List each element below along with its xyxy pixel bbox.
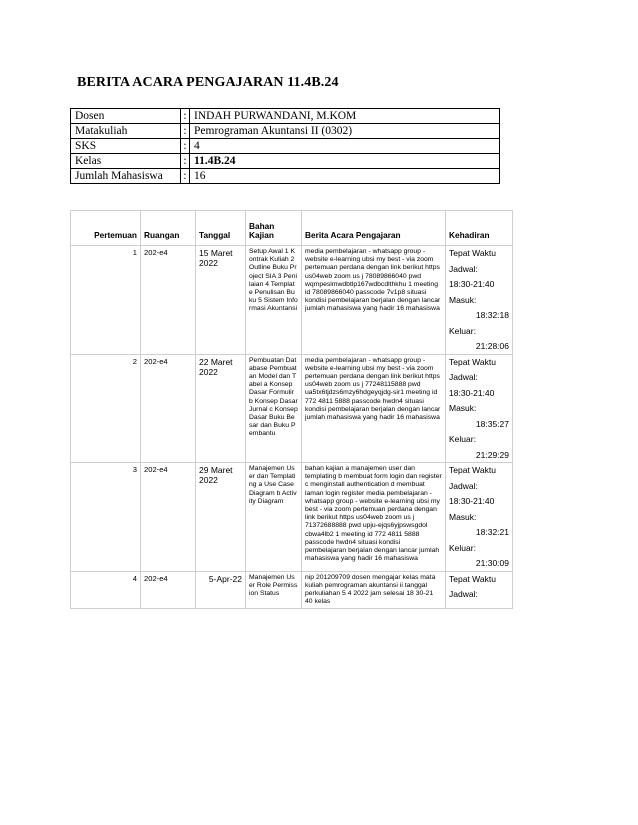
info-separator: : [181, 139, 190, 154]
info-value: 16 [190, 169, 500, 184]
document-title: BERITA ACARA PENGAJARAN 11.4B.24 [77, 75, 339, 90]
kehadiran-masuk-label: Masuk: [449, 511, 477, 522]
table-row [71, 354, 513, 463]
kehadiran-jadwal-value: 18:30-21:40 [449, 496, 495, 506]
kehadiran-masuk-value: 18:32:18 [475, 310, 509, 320]
info-separator: : [181, 109, 190, 124]
cell-ruangan: 202-e4 [141, 463, 196, 572]
cell-bahan-kajian: Manajemen User Role Permission Status [246, 571, 302, 609]
kehadiran-jadwal-value: 18:30-21:40 [449, 387, 495, 398]
cell-ruangan: 202-e4 [141, 246, 196, 355]
cell-berita-acara: media pembelajaran - whatsapp group - website e-learning ubsi my best - via zoom pertemuan perdana dengan link berikut https us04web zoom us j 78089866040 pwd wqmpeslmwdbtlp167wdbcdlthkhu 1 meeting id 78089866040 passcode 7v1p8 situasi kondisi pembelajaran berjalan dengan lancar jumlah mahasiswa yang hadir 16 mahasiswa [302, 246, 446, 355]
kehadiran-jadwal-label: Jadwal: [449, 589, 478, 599]
cell-berita-acara: nip 201209709 dosen mengajar kelas mata kuliah pemrograman akuntansi ii tanggal perkuliahan 5 4 2022 jam selesai 18 30-21 40 kelas [302, 571, 446, 609]
cell-bahan-kajian: Manajemen User dan Templating a Use Case Diagram b Activity Diagram [246, 463, 302, 572]
cell-bahan-kajian: Setup Awal 1 Kontrak Kuliah 2 Outline Buku Project SIA 3 Penilaian 4 Template Penulisan Buku 5 Sistem Informasi Akuntansi [246, 246, 302, 355]
info-value: INDAH PURWANDANI, M.KOM [190, 109, 500, 124]
table-row [71, 463, 513, 572]
info-row-matakuliah [71, 124, 500, 139]
kehadiran-status: Tepat Waktu [449, 356, 496, 367]
info-separator: : [181, 124, 190, 139]
info-separator: : [181, 169, 190, 184]
cell-tanggal: 29 Maret 2022 [196, 463, 246, 572]
info-label: SKS [71, 139, 181, 154]
kehadiran-status: Tepat Waktu [449, 248, 496, 258]
info-label: Dosen [71, 109, 181, 124]
cell-tanggal: 15 Maret 2022 [196, 246, 246, 355]
cell-berita-acara: media pembelajaran - whatsapp group - website e-learning ubsi my best - via zoom pertemuan perdana dengan link berikut https us04web zoom us j 77248115888 pwd ua5tx6tjdzs6mzy6hdgeyqjdg-sir1 meeting id 772 4811 5888 passcode hwdn4 situasi kondisi pembelajaran berjalan dengan lancar jumlah mahasiswa yang hadir 16 mahasiswa [302, 354, 446, 463]
cell-kehadiran [446, 463, 513, 572]
info-value: 11.4B.24 [190, 154, 500, 169]
col-header-kehadiran: Kehadiran [446, 211, 513, 246]
info-row-jumlah-mahasiswa [71, 169, 500, 184]
kehadiran-keluar-value: 21:30:09 [475, 558, 509, 568]
cell-berita-acara: bahan kajian a manajemen user dan templating b membuat form login dan register c menginstall authentication d membuat laman login register media pembelajaran - whatsapp group - website e-learning ubsi my best - via zoom pertemuan perdana dengan link berikut https us04web zoom us j 71372688888 pwd upju-ejqs6yjpswsgdol cbwa4lb2 1 meeting id 772 4811 5888 passcode hwdn4 situasi kondisi pembelajaran berjalan dengan lancar jumlah mahasiswa yang hadir 16 mahasiswa [302, 463, 446, 572]
cell-ruangan: 202-e4 [141, 571, 196, 609]
cell-pertemuan: 4 [71, 571, 141, 609]
info-label: Jumlah Mahasiswa [71, 169, 181, 184]
info-row-kelas [71, 154, 500, 169]
col-header-pertemuan: Pertemuan [71, 211, 141, 246]
kehadiran-jadwal-label: Jadwal: [449, 263, 478, 274]
table-header-row [71, 211, 513, 246]
kehadiran-jadwal-label: Jadwal: [449, 372, 478, 382]
info-value: 4 [190, 139, 500, 154]
kehadiran-masuk-label: Masuk: [449, 403, 477, 413]
col-header-berita-acara: Berita Acara Pengajaran [302, 211, 446, 246]
kehadiran-status: Tepat Waktu [449, 573, 496, 584]
cell-bahan-kajian: Pembuatan Database Pembuatan Model dan Tabel a Konsep Dasar Formulir b Konsep Dasar Jurnal c Konsep Dasar Buku Besar dan Buku Pembantu [246, 354, 302, 463]
info-label: Kelas [71, 154, 181, 169]
info-label: Matakuliah [71, 124, 181, 139]
cell-tanggal: 5-Apr-22 [196, 571, 246, 609]
info-separator: : [181, 154, 190, 169]
course-info-table [70, 108, 500, 184]
attendance-table [70, 210, 513, 609]
info-row-dosen [71, 109, 500, 124]
table-row [71, 246, 513, 355]
kehadiran-masuk-value: 18:32:21 [475, 527, 509, 537]
kehadiran-masuk-value: 18:35:27 [475, 418, 509, 429]
col-header-bahan-kajian: Bahan Kajian [246, 211, 302, 246]
cell-pertemuan: 2 [71, 354, 141, 463]
info-row-sks [71, 139, 500, 154]
cell-kehadiran [446, 354, 513, 463]
cell-tanggal: 22 Maret 2022 [196, 354, 246, 463]
cell-kehadiran [446, 246, 513, 355]
col-header-ruangan: Ruangan [141, 211, 196, 246]
cell-kehadiran [446, 571, 513, 609]
kehadiran-jadwal-label: Jadwal: [449, 480, 478, 491]
kehadiran-jadwal-value: 18:30-21:40 [449, 279, 495, 289]
kehadiran-masuk-label: Masuk: [449, 294, 477, 305]
kehadiran-keluar-label: Keluar: [449, 542, 476, 553]
cell-pertemuan: 1 [71, 246, 141, 355]
kehadiran-keluar-value: 21:28:06 [475, 341, 509, 351]
info-value: Pemrograman Akuntansi II (0302) [190, 124, 500, 139]
kehadiran-status: Tepat Waktu [449, 465, 496, 475]
table-row [71, 571, 513, 609]
kehadiran-keluar-label: Keluar: [449, 434, 476, 444]
cell-pertemuan: 3 [71, 463, 141, 572]
kehadiran-keluar-label: Keluar: [449, 325, 476, 336]
kehadiran-keluar-value: 21:29:29 [475, 449, 509, 460]
cell-ruangan: 202-e4 [141, 354, 196, 463]
col-header-tanggal: Tanggal [196, 211, 246, 246]
